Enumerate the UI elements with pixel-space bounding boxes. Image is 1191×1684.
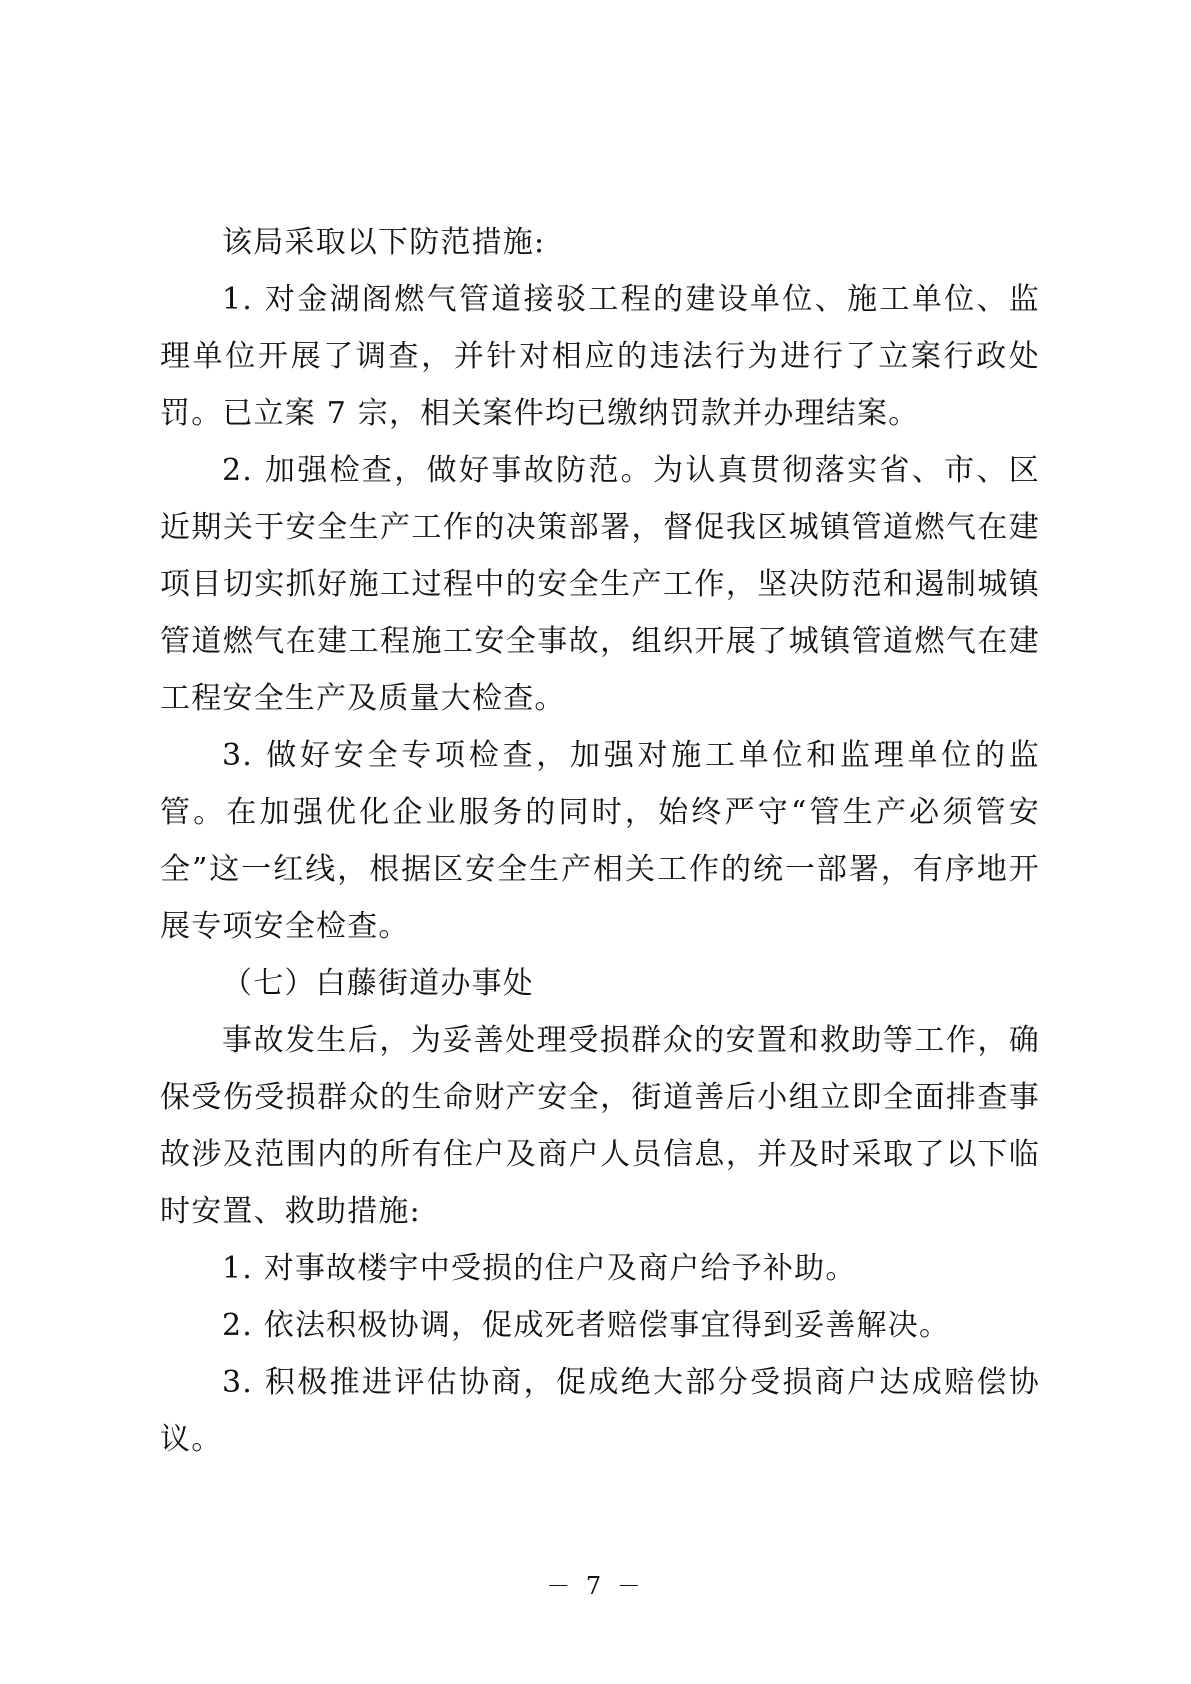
body-text	[160, 214, 1040, 1468]
page-number: － 7 －	[546, 1572, 645, 1600]
paragraph-intro: 该局采取以下防范措施:	[222, 225, 546, 260]
paragraph-section-intro: 事故发生后，为妥善处理受损群众的安置和救助等工作，确保受伤受损群众的生命财产安全，街道善后小组立即全面排查事故涉及范围内的所有住户及商户人员信息，并及时采取了以下临时安置、救助措施:	[160, 1023, 1040, 1229]
paragraph-measure-3: 3. 做好安全专项检查，加强对施工单位和监理单位的监管。在加强优化企业服务的同时，始终严守“管生产必须管安全”这一红线，根据区安全生产相关工作的统一部署，有序地开展专项安全检查。	[160, 738, 1040, 944]
paragraph-measure-1: 1. 对金湖阁燃气管道接驳工程的建设单位、施工单位、监理单位开展了调查，并针对相应的违法行为进行了立案行政处罚。已立案 7 宗，相关案件均已缴纳罚款并办理结案。	[160, 282, 1040, 431]
section-heading: （七）白藤街道办事处	[222, 966, 534, 1001]
paragraph-relief-3: 3. 积极推进评估协商，促成绝大部分受损商户达成赔偿协议。	[160, 1365, 1040, 1457]
paragraph-measure-2: 2. 加强检查，做好事故防范。为认真贯彻落实省、市、区近期关于安全生产工作的决策部署，督促我区城镇管道燃气在建项目切实抓好施工过程中的安全生产工作，坚决防范和遏制城镇管道燃气在建工程施工安全事故，组织开展了城镇管道燃气在建工程安全生产及质量大检查。	[160, 453, 1040, 716]
paragraph-relief-1: 1. 对事故楼宇中受损的住户及商户给予补助。	[222, 1251, 857, 1286]
paragraph-relief-2: 2. 依法积极协调，促成死者赔偿事宜得到妥善解决。	[222, 1308, 951, 1343]
